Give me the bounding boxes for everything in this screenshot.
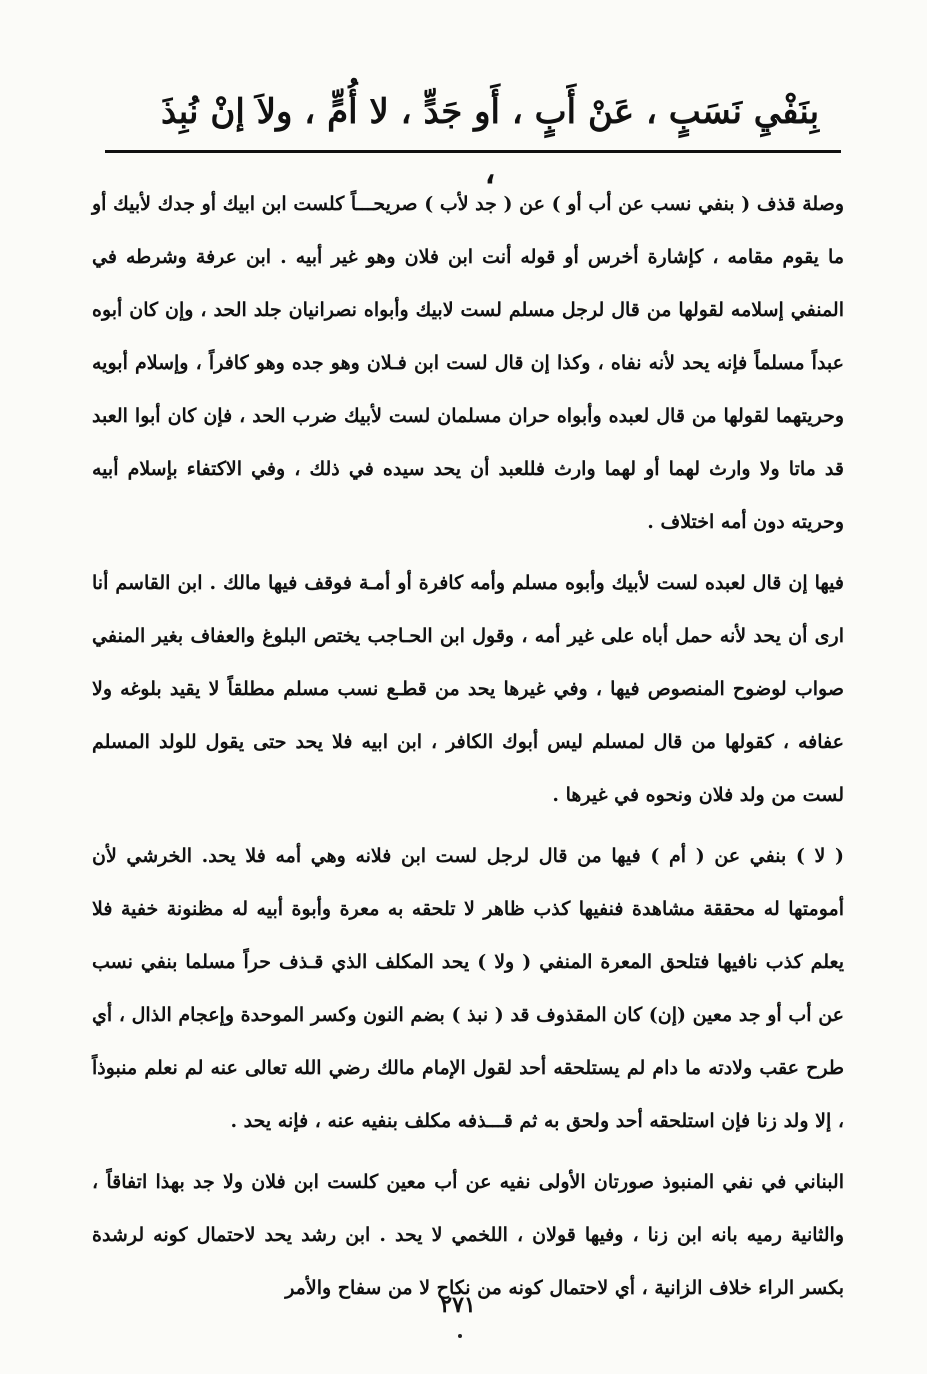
paragraph-1: وصلة قذف ( بنفي نسب عن أب أو ) عن ( جد لأب ) صريحـــاً كلست ابن ابيك أو جدك لأبيك أو ما يقوم مقامه ، كإشارة أخرس أو قوله أنت ابن فلان وهو غير أبيه . ابن عرفة وشرطه في المنفي إسلامه لقولها من قال لرجل مسلم لست لابيك وأبواه نصرانيان جلد الحد ، وإن كان أبوه عبداً مسلماً فإنه يحد لأنه نفاه ، وكذا إن قال لست ابن فـلان وهو جده وهو كافراً ، وإسلام أبويه وحريتهما لقولها من قال لعبده وأبواه حران مسلمان لست لأبيك ضرب الحد ، فإن كان أبوا العبد قد ماتا ولا وارث لهما أو لهما وارث فللعبد أن يحد سيده في ذلك ، وفي الاكتفاء بإسلام أبيه وحريته دون أمه اختلاف . xyxy=(92,193,844,533)
footer-dot xyxy=(458,1334,462,1338)
paragraph-3: ( لا ) بنفي عن ( أم ) فيها من قال لرجل لست ابن فلانه وهي أمه فلا يحد. الخرشي لأن أمومتها له محققة مشاهدة فنفيها كذب ظاهر لا تلحقه به معرة وأبوة أبيه له مظنونة خفية فلا يعلم كذب نافيها فتلحق المعرة المنفي ( ولا ) يحد المكلف الذي قـذف حراً مسلما بنفي نسب عن أب أو جد معين (إن) كان المقذوف قد ( نبذ ) بضم النون وكسر الموحدة وإعجام الذال ، أي طرح عقب ولادته ما دام لم يستلحقه أحد لقول الإمام مالك رضي الله تعالى عنه لم نعلم منبوذاً ، إلا ولد زنا فإن استلحقه أحد ولحق به ثم قـــذفه مكلف بنفيه عنه ، فإنه يحد . xyxy=(92,845,844,1132)
page-number: ٢٧١ xyxy=(440,1292,476,1318)
heading-divider xyxy=(105,150,841,153)
commentary-body xyxy=(92,178,844,1319)
paragraph-2: فيها إن قال لعبده لست لأبيك وأبوه مسلم وأمه كافرة أو أمـة فوقف فيها مالك . ابن القاسم أنا ارى أن يحد لأنه حمل أباه على غير أمه ، وقول ابن الحـاجب يختص البلوغ والعفاف بغير المنفي صواب لوضوح المنصوص فيها ، وفي غيرها يحد من قطـع نسب مسلم مطلقاً لا يقيد بلوغه ولا عفافه ، كقولها من قال لمسلم ليس أبوك الكافر ، ابن ابيه فلا يحد حتى يقول للولد المسلم لست من ولد فلان ونحوه في غيرها . xyxy=(92,572,844,806)
paragraph-4: البناني في نفي المنبوذ صورتان الأولى نفيه عن أب معين كلست ابن فلان ولا جد بهذا اتفاقاً ، والثانية رميه بانه ابن زنا ، وفيها قولان ، اللخمي لا يحد . ابن رشد يحد لاحتمال كونه لرشدة بكسر الراء خلاف الزانية ، أي لاحتمال كونه من نكاح لا من سفاح والأمر xyxy=(92,1171,844,1299)
verse-heading: بِنَفْيِ نَسَبٍ ، عَنْ أَبٍ ، أَو جَدٍّ ، لا أُمٍّ ، ولاَ إنْ نُبِذَ ، xyxy=(160,92,820,192)
